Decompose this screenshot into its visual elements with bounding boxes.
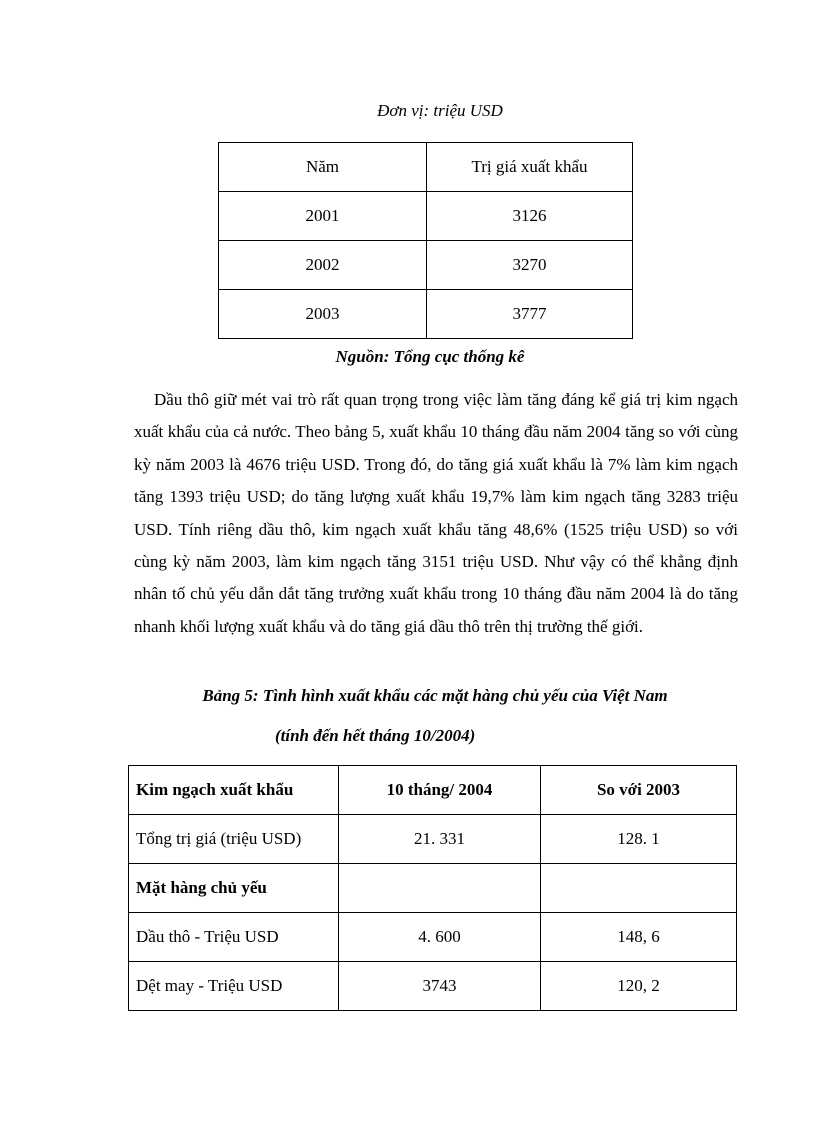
table-row	[129, 962, 737, 1011]
cell-label: Dệt may - Triệu USD	[129, 962, 339, 1011]
cell-value	[339, 864, 541, 913]
table-row	[219, 192, 633, 241]
cell-year: 2003	[219, 290, 427, 339]
table-header-row	[129, 766, 737, 815]
cell-label: Tổng trị giá (triệu USD)	[129, 815, 339, 864]
cell-value: 3126	[427, 192, 633, 241]
cell-compare: 120, 2	[541, 962, 737, 1011]
header-vs-2003: So với 2003	[541, 766, 737, 815]
header-turnover: Kim ngạch xuất khẩu	[129, 766, 339, 815]
table-source: Nguồn: Tổng cục thống kê	[335, 347, 525, 366]
cell-value: 3777	[427, 290, 633, 339]
table-row	[219, 241, 633, 290]
table-title: Bảng 5: Tình hình xuất khẩu các mặt hàng chủ yếu của Việt Nam	[202, 686, 668, 705]
cell-label: Mặt hàng chủ yếu	[129, 864, 339, 913]
export-value-table	[218, 142, 633, 339]
table-row	[129, 913, 737, 962]
cell-year: 2001	[219, 192, 427, 241]
table-row	[219, 290, 633, 339]
body-paragraph: Dầu thô giữ mét vai trò rất quan trọng trong việc làm tăng đáng kể giá trị kim ngạch xuất khẩu của cả nước. Theo bảng 5, xuất khẩu 10 tháng đầu năm 2004 tăng so với cùng kỳ năm 2003 là 4676 triệu USD. Trong đó, do tăng giá xuất khẩu là 7% làm kim ngạch tăng 1393 triệu USD; do tăng lượng xuất khẩu 19,7% làm kim ngạch tăng 3283 triệu USD. Tính riêng dầu thô, kim ngạch xuất khẩu tăng 48,6% (1525 triệu USD) so với cùng kỳ năm 2003, làm kim ngạch tăng 3151 triệu USD. Như vậy có thể khẳng định nhân tố chủ yếu dẫn dắt tăng trưởng xuất khẩu trong 10 tháng đầu năm 2004 là do tăng nhanh khối lượng xuất khẩu và do tăng giá dầu thô trên thị trường thế giới.	[134, 390, 738, 636]
cell-compare	[541, 864, 737, 913]
cell-compare: 128. 1	[541, 815, 737, 864]
cell-value: 4. 600	[339, 913, 541, 962]
unit-label: Đơn vị: triệu USD	[377, 101, 503, 120]
table-subtitle: (tính đến hết tháng 10/2004)	[275, 726, 476, 745]
table-row	[129, 864, 737, 913]
table-row	[129, 815, 737, 864]
cell-value: 3270	[427, 241, 633, 290]
table-header-row	[219, 143, 633, 192]
cell-year: 2002	[219, 241, 427, 290]
cell-value: 21. 331	[339, 815, 541, 864]
export-commodities-table	[128, 765, 737, 1011]
cell-label: Dầu thô - Triệu USD	[129, 913, 339, 962]
header-year: Năm	[219, 143, 427, 192]
cell-value: 3743	[339, 962, 541, 1011]
header-10-months: 10 tháng/ 2004	[339, 766, 541, 815]
header-export-value: Trị giá xuất khẩu	[427, 143, 633, 192]
cell-compare: 148, 6	[541, 913, 737, 962]
